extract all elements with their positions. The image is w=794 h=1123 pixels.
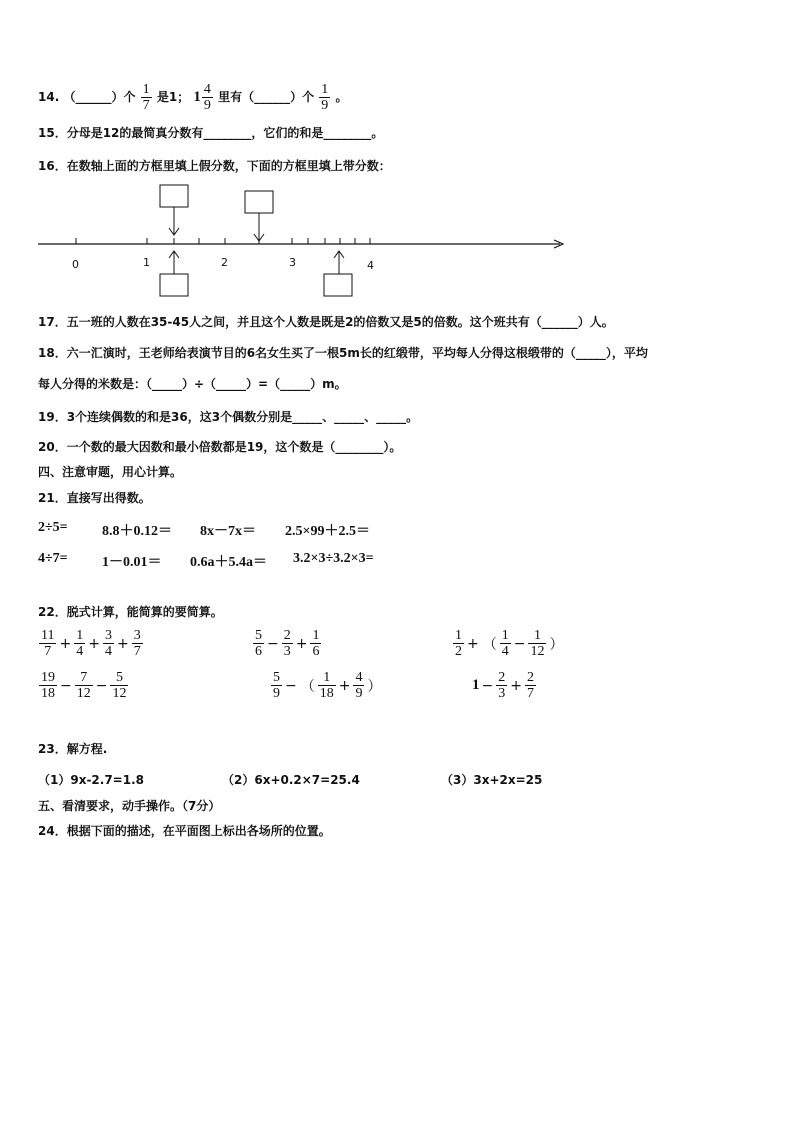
number-line-diagram — [30, 180, 575, 300]
equation-3: （3）3x+2x=25 — [441, 773, 543, 787]
calc-1-4: 2.5×99＋2.5＝ — [285, 524, 370, 539]
q14-fraction-2: $\frac{4}{9}$ — [203, 82, 211, 113]
lower-box-1[interactable] — [160, 274, 188, 296]
expr-c: $\frac{1}{2}$ + （ $\frac{1}{4}$ − $\frac{1}{12}$ ） — [455, 628, 564, 659]
calc-1-2: 8.8＋0.12＝ — [102, 524, 172, 539]
expr-d: $\frac{19}{18}$ − $\frac{7}{12}$ − $\frac{5}{12}$ — [41, 670, 127, 701]
q14-text-2: 是1； — [156, 90, 190, 104]
calc-2-3: 0.6a＋5.4a＝ — [190, 555, 267, 570]
q14-text-1: （______）个 — [63, 90, 136, 104]
q14-fraction-3: $\frac{1}{9}$ — [321, 82, 329, 113]
upper-box-2[interactable] — [245, 191, 273, 213]
question-24: 24．根据下面的描述，在平面图上标出各场所的位置。 — [38, 824, 331, 838]
question-16: 16．在数轴上面的方框里填上假分数，下面的方框里填上带分数： — [38, 159, 391, 173]
calc-2-4: 3.2×3÷3.2×3= — [293, 551, 374, 566]
q14-text-4: 。 — [335, 90, 348, 104]
expr-a: $\frac{11}{7}$ + $\frac{1}{4}$ + $\frac{3}{4}$ + $\frac{3}{7}$ — [41, 628, 141, 659]
calc-2-1: 4÷7= — [38, 551, 68, 566]
question-20: 20．一个数的最大因数和最小倍数都是19，这个数是（________）。 — [38, 440, 402, 454]
axis-label-1: 1 — [143, 256, 150, 269]
section-4-heading: 四、注意审题，用心计算。 — [38, 465, 183, 479]
question-21: 21．直接写出得数。 — [38, 491, 151, 505]
question-18-line-2: 每人分得的米数是：（_____）÷（_____）=（_____）m。 — [38, 377, 347, 391]
equation-1: （1）9x-2.7=1.8 — [38, 773, 144, 787]
calc-1-3: 8x－7x＝ — [200, 524, 256, 539]
question-17: 17．五一班的人数在35-45人之间，并且这个人数是既是2的倍数又是5的倍数。这个班共有（______）人。 — [38, 315, 614, 329]
calc-2-2: 1－0.01＝ — [102, 555, 162, 570]
q14-mixed-whole: 1 — [193, 89, 201, 105]
lower-box-2[interactable] — [324, 274, 352, 296]
question-22: 22．脱式计算，能简算的要简算。 — [38, 605, 223, 619]
expr-e: $\frac{5}{9}$ − （ $\frac{1}{18}$ + $\frac{4}{9}$ ） — [273, 670, 382, 701]
axis-label-3: 3 — [289, 256, 296, 269]
axis-label-0: 0 — [72, 258, 79, 271]
calc-1-1: 2÷5= — [38, 520, 68, 535]
expr-f: 1 − $\frac{2}{3}$ + $\frac{2}{7}$ — [472, 670, 534, 701]
question-14 — [38, 82, 347, 113]
question-15: 15．分母是12的最简真分数有________，它们的和是________。 — [38, 126, 384, 140]
upper-box-1[interactable] — [160, 185, 188, 207]
axis-label-4: 4 — [367, 259, 374, 272]
expr-b: $\frac{5}{6}$ − $\frac{2}{3}$ + $\frac{1}{6}$ — [255, 628, 320, 659]
question-23: 23．解方程. — [38, 742, 108, 756]
axis-label-2: 2 — [221, 256, 228, 269]
q14-number: 14. — [38, 90, 60, 104]
equation-2: （2）6x+0.2×7=25.4 — [222, 773, 360, 787]
q14-fraction-1: $\frac{1}{7}$ — [142, 82, 150, 113]
question-18-line-1: 18．六一汇演时，王老师给表演节目的6名女生买了一根5m长的红缎带，平均每人分得这根缎带的（_____），平均 — [38, 346, 648, 360]
question-19: 19．3个连续偶数的和是36，这3个偶数分别是_____、_____、_____。 — [38, 410, 419, 424]
section-5-heading: 五、看清要求，动手操作。（7分） — [38, 799, 221, 813]
q14-text-3: 里有（______）个 — [218, 90, 315, 104]
